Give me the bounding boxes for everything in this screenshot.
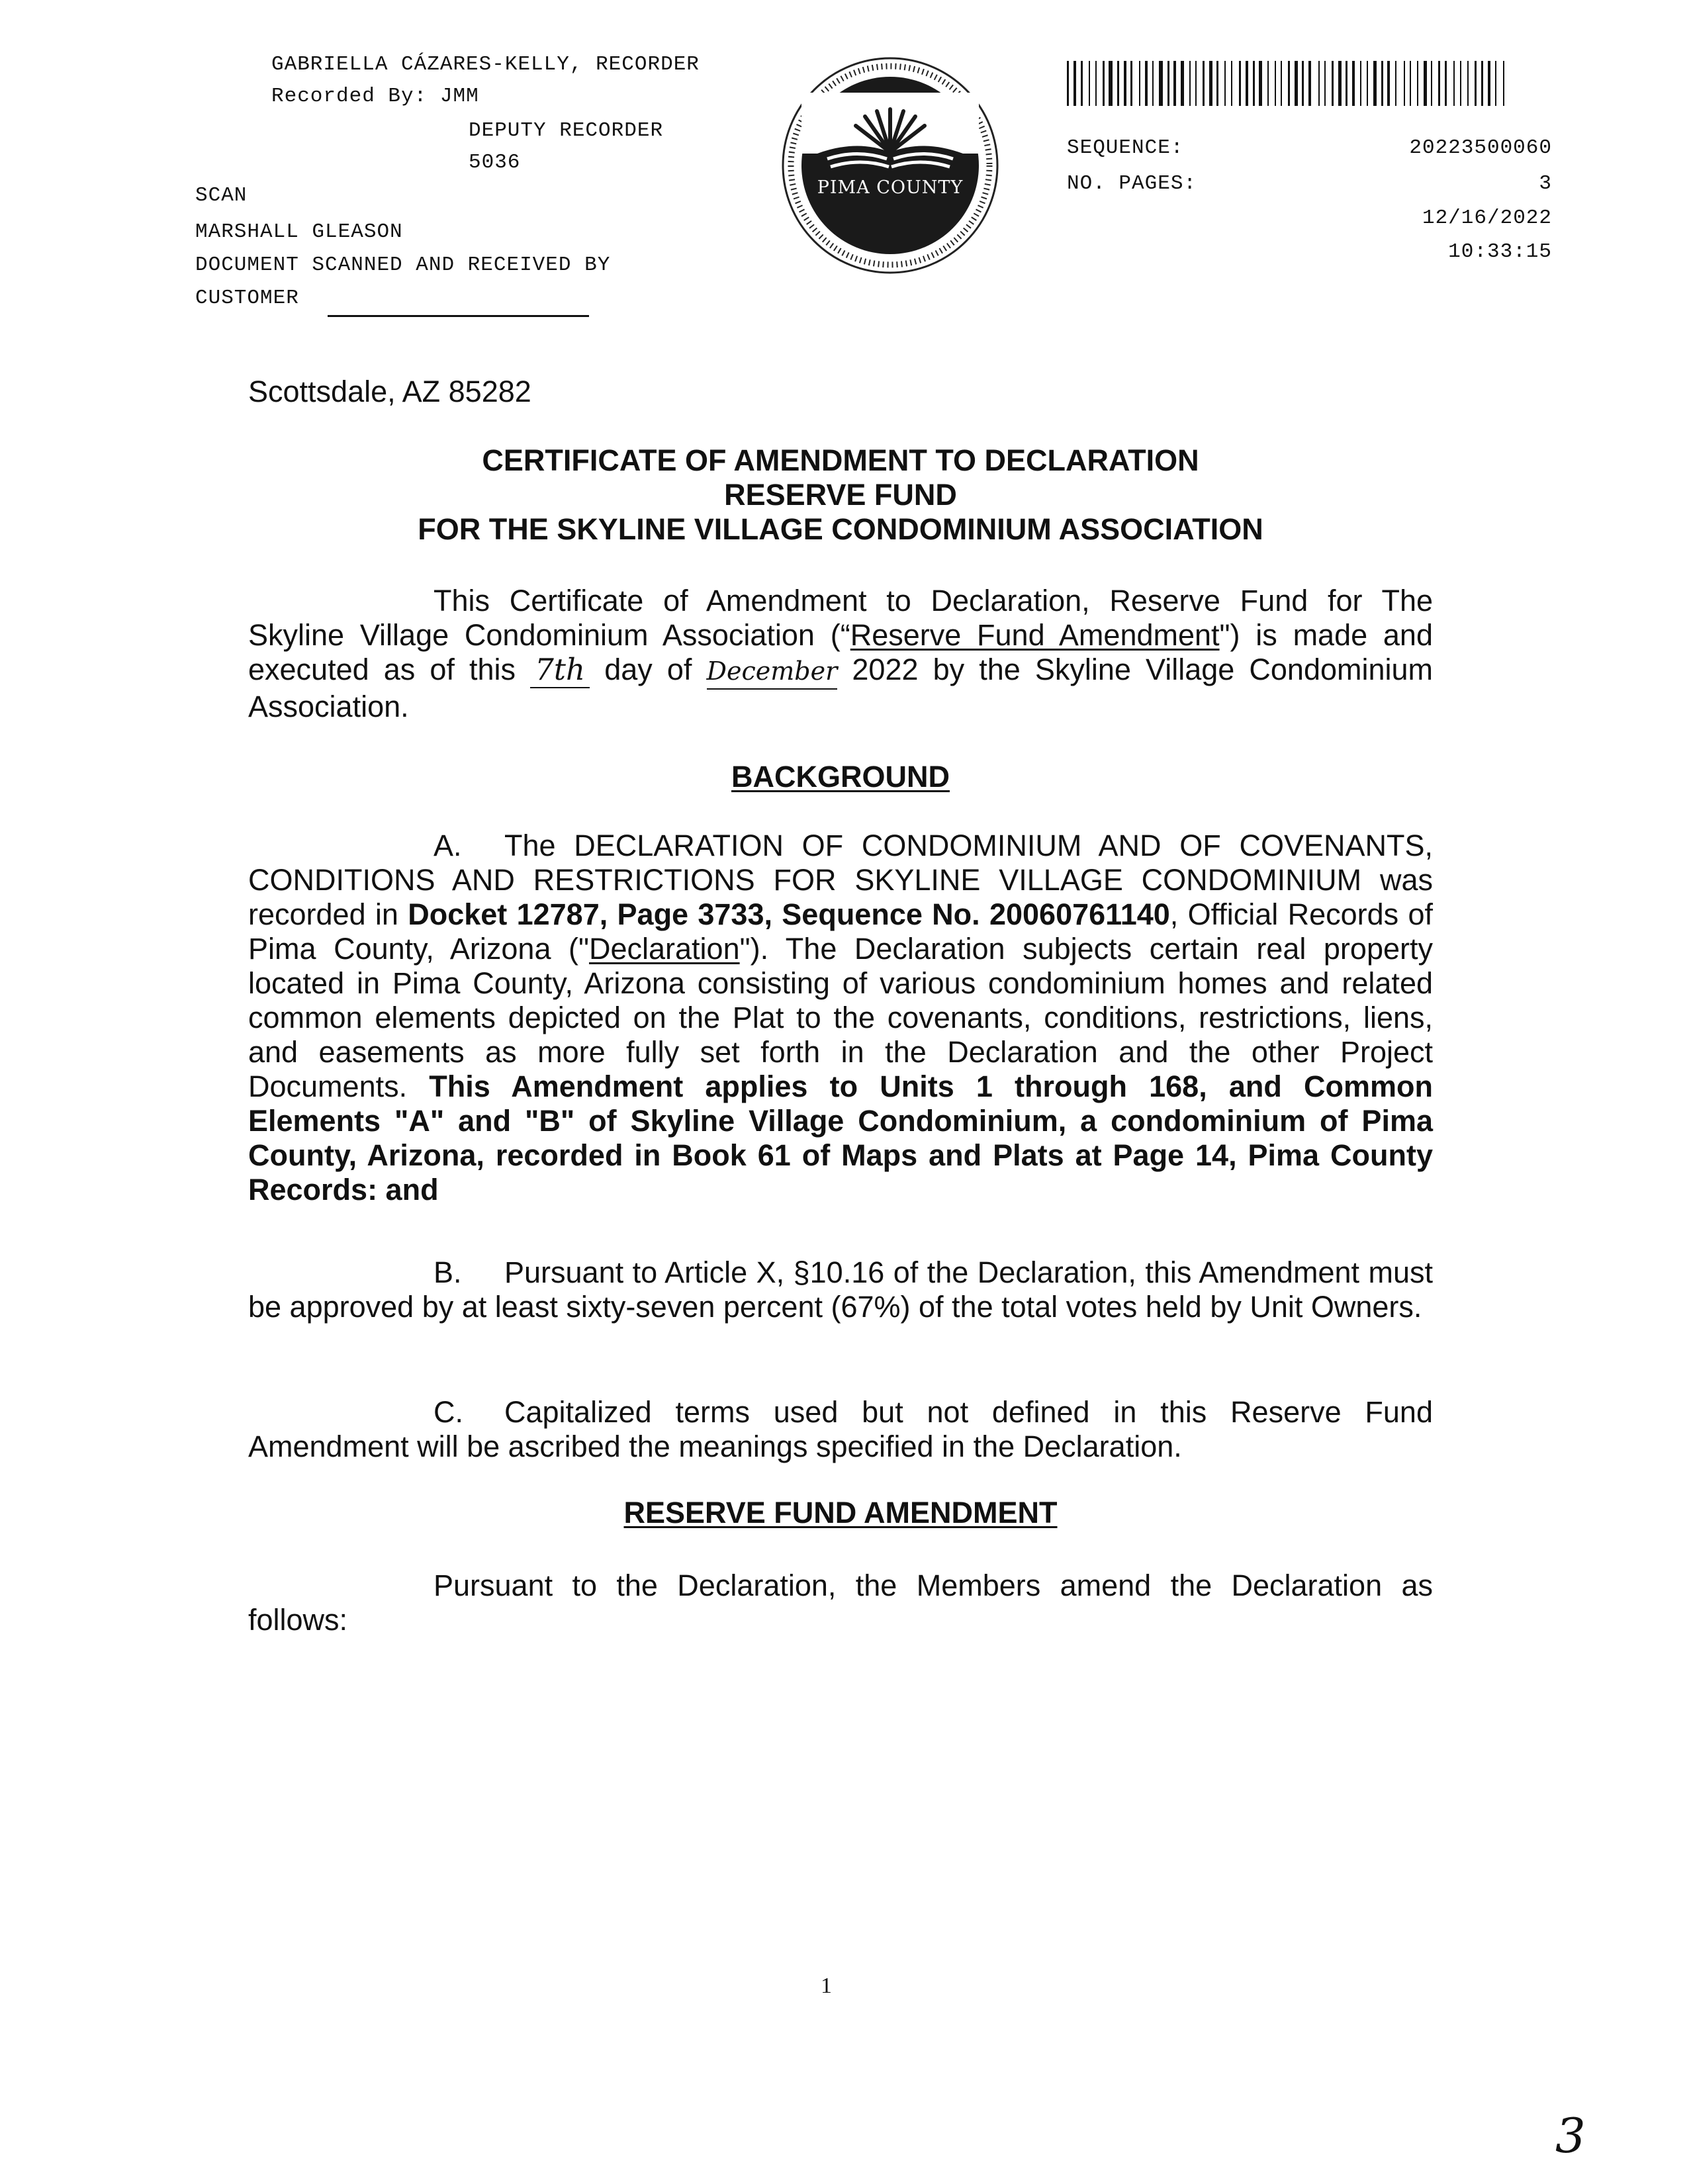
title-line-2: RESERVE FUND [724,478,957,512]
barcode-bar [1181,61,1184,106]
barcode-bar [1438,61,1440,106]
para-a-label: A. [434,829,462,862]
barcode-bar [1089,61,1090,106]
barcode-bar [1338,61,1342,106]
recorded-by-label: Recorded By: [271,85,428,108]
document-title [248,443,1433,547]
seal-icon [778,53,1003,278]
recorded-by [271,85,479,108]
barcode-bar [1124,61,1126,106]
barcode-bar [1404,61,1405,106]
deputy-number: 5036 [469,151,521,174]
barcode-bar [1424,61,1427,106]
barcode-bar [1253,61,1255,106]
address: Scottsdale, AZ 85282 [248,375,531,408]
barcode-bar [1445,61,1447,106]
para-b-text: Pursuant to Article X, §10.16 of the Declaration, this Amendment must be approved by at least sixty-seven percent (67%) of the total votes held by Unit Owners. [248,1255,1433,1324]
barcode-bar [1387,61,1390,106]
pages-value: 3 [1539,172,1552,195]
barcode-bar [1475,61,1477,106]
barcode-bar [1495,61,1496,106]
barcode-bar [1503,61,1504,106]
barcode-bar [1103,61,1105,106]
para-c-text: Capitalized terms used but not defined in this Reserve Fund Amendment will be ascribed the meanings specified in the Declaration. [248,1395,1433,1463]
record-time: 10:33:15 [1448,240,1552,263]
scanned-line: DOCUMENT SCANNED AND RECEIVED BY [195,253,611,277]
para-a-bold-text: This Amendment applies to Units 1 through 168, and Common Elements "A" and "B" of Skyline Village Condominium, a condominium of Pima County, Arizona, recorded in Book 61 of Maps and Plats at Page 14, Pima County Records: and [248,1069,1433,1206]
record-date: 12/16/2022 [1422,206,1552,230]
para-a-text-3: "). The Declaration subjects certain real property located in Pima County, Arizona consisting of various condominium homes and related common elements depicted on the Plat to the covenants, conditions, restrictions, liens, and easements as more fully set forth in the Declaration and the other Project Documents. [248,932,1433,1103]
corner-handwritten-mark: 3 [1555,2108,1586,2163]
barcode [1067,61,1507,106]
seal-text: PIMA COUNTY [817,177,964,198]
para-b-label: B. [434,1255,462,1289]
barcode-bar [1275,61,1276,106]
customer-signature-line [328,315,589,317]
barcode-bar [1281,61,1282,106]
barcode-bar [1324,61,1326,106]
amendment-intro-line-1: Pursuant to the Declaration, the Members amend the Declaration as [434,1569,1433,1602]
barcode-bar [1209,61,1212,106]
barcode-bar [1246,61,1248,106]
barcode-bar [1431,61,1432,106]
barcode-bar [1189,61,1191,106]
barcode-bar [1081,61,1083,106]
barcode-bar [1159,61,1163,106]
barcode-bar [1167,61,1169,106]
barcode-bar [1109,61,1113,106]
scanner-name: MARSHALL GLEASON [195,220,403,244]
reserve-fund-amendment-term: Reserve Fund Amendment [850,618,1220,652]
amendment-heading [248,1496,1433,1530]
scan-label: SCAN [195,184,248,207]
barcode-bar [1453,61,1455,106]
barcode-bar [1130,61,1132,106]
barcode-bar [1367,61,1368,106]
paragraph-b [248,1255,1433,1324]
barcode-bar [1259,61,1262,106]
customer-label: CUSTOMER [195,287,299,310]
barcode-bar [1308,61,1311,106]
recorder-line: GABRIELLA CÁZARES-KELLY, RECORDER [271,53,700,76]
barcode-bar [1095,61,1097,106]
para-c-label: C. [434,1395,463,1429]
barcode-bar [1231,61,1232,106]
title-line-3: FOR THE SKYLINE VILLAGE CONDOMINIUM ASSOCIATION [418,512,1263,546]
barcode-bar [1381,61,1383,106]
barcode-bar [1488,61,1490,106]
deputy-recorder: DEPUTY RECORDER [469,119,664,142]
barcode-bar [1302,61,1304,106]
barcode-bar [1467,61,1469,106]
barcode-bar [1395,61,1396,106]
background-heading-text: BACKGROUND [731,760,950,794]
declaration-term: Declaration [588,932,740,966]
barcode-bar [1203,61,1205,106]
barcode-bar [1417,61,1418,106]
intro-text-4: 2022 by the Skyline Village Condominium Association. [248,653,1434,723]
intro-text-2: ") is made and executed as of this [248,618,1433,686]
barcode-bar [1139,61,1140,106]
barcode-bar [1267,61,1269,106]
pages-label: NO. PAGES: [1067,172,1197,195]
barcode-bar [1352,61,1355,106]
barcode-bar [1073,61,1076,106]
barcode-bar [1195,61,1197,106]
amendment-heading-text: RESERVE FUND AMENDMENT [623,1496,1058,1529]
barcode-bar [1360,61,1361,106]
barcode-bar [1481,61,1483,106]
barcode-bar [1332,61,1334,106]
barcode-bar [1145,61,1148,106]
para-a-docket-reference: Docket 12787, Page 3733, Sequence No. 20060761140 [408,897,1170,931]
barcode-bar [1295,61,1298,106]
barcode-bar [1117,61,1119,106]
barcode-bar [1173,61,1176,106]
barcode-bar [1152,61,1154,106]
barcode-bar [1067,61,1069,106]
recorded-by-value: JMM [439,85,479,108]
barcode-bar [1288,61,1290,106]
pima-county-seal [778,53,1003,278]
intro-text-3: day of [604,653,692,686]
paragraph-c [248,1395,1433,1464]
background-heading [248,760,1433,794]
para-a-text-2: , Official Records of Pima County, Arizona (" [248,897,1433,966]
para-a-text-1: The DECLARATION OF CONDOMINIUM AND OF COVENANTS, CONDITIONS AND RESTRICTIONS FOR SKYLINE VILLAGE CONDOMINIUM was recorded in [248,829,1433,931]
barcode-bar [1460,61,1461,106]
barcode-bar [1224,61,1226,106]
sequence-label: SEQUENCE: [1067,136,1184,159]
barcode-bar [1318,61,1320,106]
barcode-bar [1239,61,1241,106]
page-number: 1 [821,1974,832,1998]
amendment-intro-line-2: follows: [248,1603,348,1637]
barcode-bar [1346,61,1347,106]
barcode-icon [1067,61,1507,106]
intro-text-1: This Certificate of Amendment to Declaration, Reserve Fund for The Skyline Village Condominium Association (“ [248,584,1433,652]
handwritten-month: December [707,654,838,690]
title-line-1: CERTIFICATE OF AMENDMENT TO DECLARATION [482,443,1199,477]
barcode-bar [1410,61,1411,106]
sequence-value: 20223500060 [1409,136,1552,159]
paragraph-a [248,829,1433,1207]
intro-paragraph [248,584,1433,724]
handwritten-day: 7th [530,653,590,688]
barcode-bar [1216,61,1218,106]
barcode-bar [1373,61,1377,106]
